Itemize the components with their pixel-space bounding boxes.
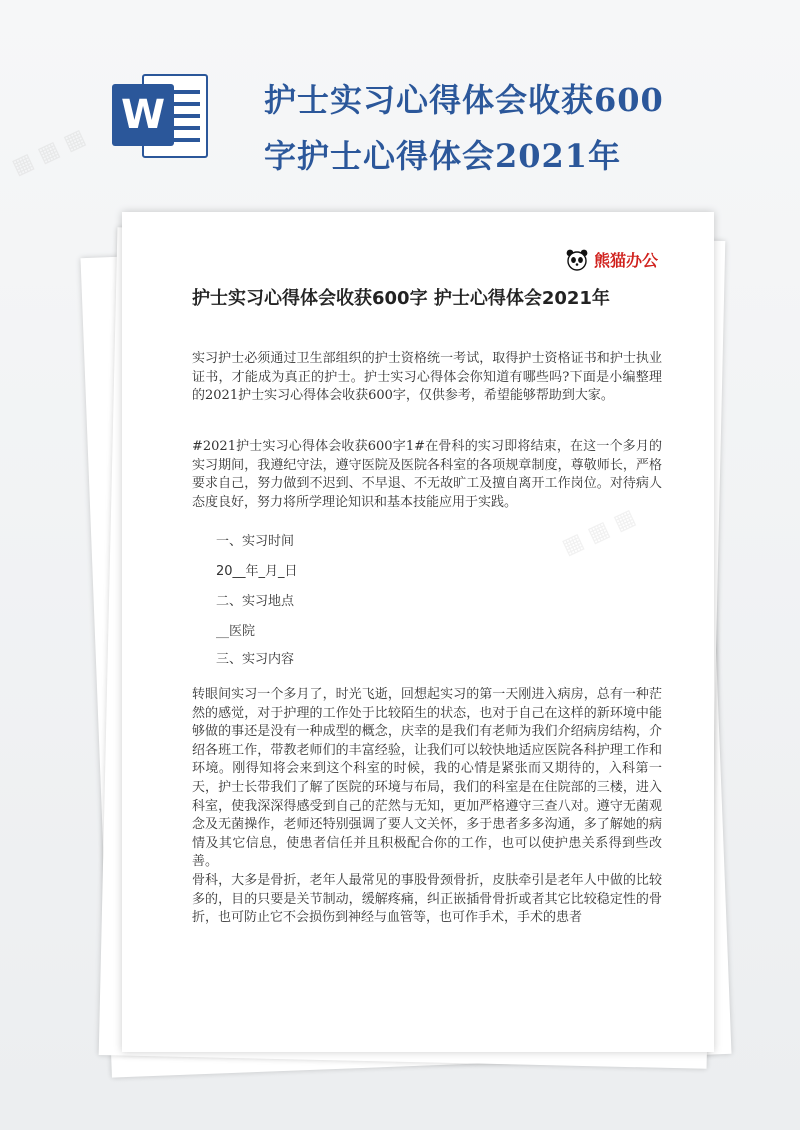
panda-icon [566,249,588,271]
brand-logo [566,248,658,271]
list-place: __医院 [216,624,256,639]
list-item-place: 二、实习地点 [216,594,295,609]
page-title-line1: 护士实习心得体会收获600 [264,81,664,119]
list-item-content: 三、实习内容 [216,652,295,667]
paragraph-2: 转眼间实习一个多月了，时光飞逝，回想起实习的第一天刚进入病房，总有一种茫然的感觉，对于护理的工作处于比较陌生的状态，也对于自己在这样的新环境中能够做的事还是没有一种成型的概念，庆幸的是我们有老师为我们介绍病房结构，介绍各班工作，带教老师们的丰富经验，让我们可以较快地适应医院各科护理工作和环境。刚得知将会来到这个科室的时候，我的心情是紧张而又期待的，入科第一天，护士长带我们了解了医院的环境与布局，我们的科室是在住院部的三楼，进入科室，使我深深得感受到自己的茫然与无知，更加严格遵守三查八对。遵守无菌观念及无菌操作，老师还特别强调了要人文关怀，多于患者多多沟通，多了解她的病情及其它信息，使患者信任并且积极配合你的工作，也可以使护患关系得到些改善。 [192,687,662,870]
watermark: ▦ ▦ ▦ [8,124,90,181]
word-document-icon [112,70,212,162]
list-item-time: 一、实习时间 [216,534,295,549]
document-page [122,212,714,1052]
page-title-line2: 字护士心得体会2021年 [264,137,622,175]
brand-name: 熊猫办公 [593,251,658,270]
list-date: 20__年_月_日 [216,564,298,579]
word-badge: W [112,84,174,146]
intro-paragraph: 实习护士必须通过卫生部组织的护士资格统一考试，取得护士资格证书和护士执业证书，才能成为真正的护士。护士实习心得体会你知道有哪些吗?下面是小编整理的2021护士实习心得体会收获600字，仅供参考，希望能够帮助到大家。 [192,351,662,404]
document-title: 护士实习心得体会收获600字 护士心得体会2021年 [192,288,610,309]
section1-paragraph: #2021护士实习心得体会收获600字1#在骨科的实习即将结束，在这一个多月的实习期间，我遵纪守法，遵守医院及医院各科室的各项规章制度，尊敬师长，严格要求自己，努力做到不迟到、不早退、不无故旷工及擅自离开工作岗位。对待病人态度良好，努力将所学理论知识和基本技能应用于实践。 [192,439,662,510]
paragraph-3: 骨科，大多是骨折，老年人最常见的事股骨颈骨折，皮肤牵引是老年人中做的比较多的，目的只要是关节制动，缓解疼痛，纠正嵌插骨骨折或者其它比较稳定性的骨折，也可防止它不会损伤到神经与血管等，也可作手术，手术的患者 [192,873,662,926]
page-title [264,72,664,184]
